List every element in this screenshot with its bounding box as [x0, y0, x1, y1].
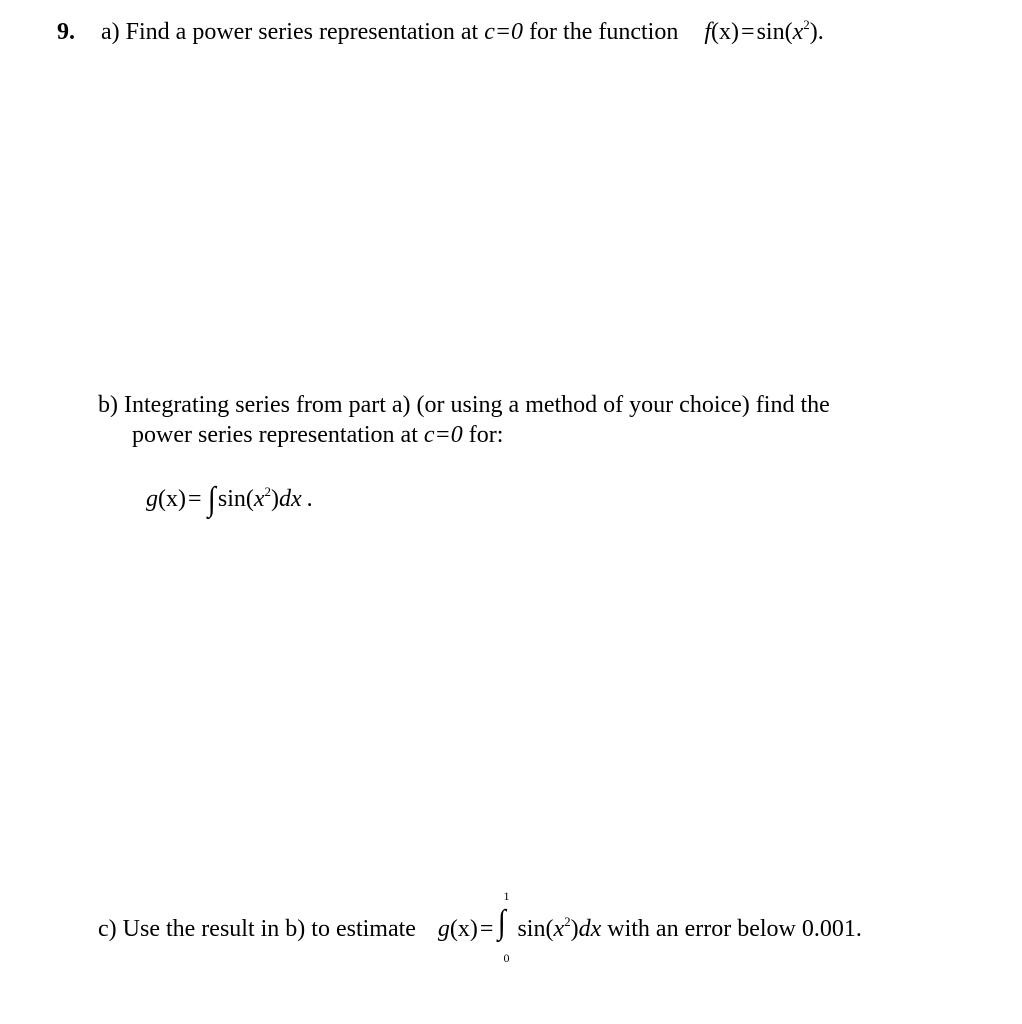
error-bound: 0.001. — [801, 916, 862, 942]
problem-number: 9. — [57, 19, 75, 45]
lower-limit: 0 — [503, 951, 510, 965]
part-a-function: $f(x)=\sin(x^2)$. — [704, 17, 824, 45]
integral-sign: ∫ — [207, 481, 216, 518]
question-b-line2 — [132, 423, 503, 447]
part-a-label: a) — [101, 19, 120, 45]
integral-sign: ∫ — [498, 904, 507, 941]
part-c-text: Use the result in b) to estimate — [122, 916, 416, 942]
question-b-line1 — [98, 393, 830, 417]
part-b-label: b) — [98, 392, 118, 418]
part-b-center: c=0 — [423, 422, 463, 448]
part-b-line2-post: for: — [468, 422, 504, 448]
question-c-line — [98, 889, 862, 965]
part-b-line2-pre: power series representation at — [132, 422, 418, 448]
definite-integral — [497, 889, 515, 965]
part-a-center: c=0 — [484, 19, 524, 45]
part-c-label: c) — [98, 916, 117, 942]
part-a-text2: for the function — [529, 19, 679, 45]
part-b-formula: g(x)= ∫ $\sin(x^2)dx$ . — [146, 481, 313, 518]
part-c-formula: g(x)= 1 ∫ 0 $\sin(x^2)dx$ — [437, 889, 602, 965]
upper-limit: 1 — [503, 889, 510, 903]
question-a-line — [57, 17, 824, 45]
part-b-line1: Integrating series from part a) (or using a method of your choice) find the — [124, 392, 830, 418]
part-a-text: Find a power series representation at — [125, 19, 479, 45]
part-c-text2: with an error below — [607, 916, 796, 942]
